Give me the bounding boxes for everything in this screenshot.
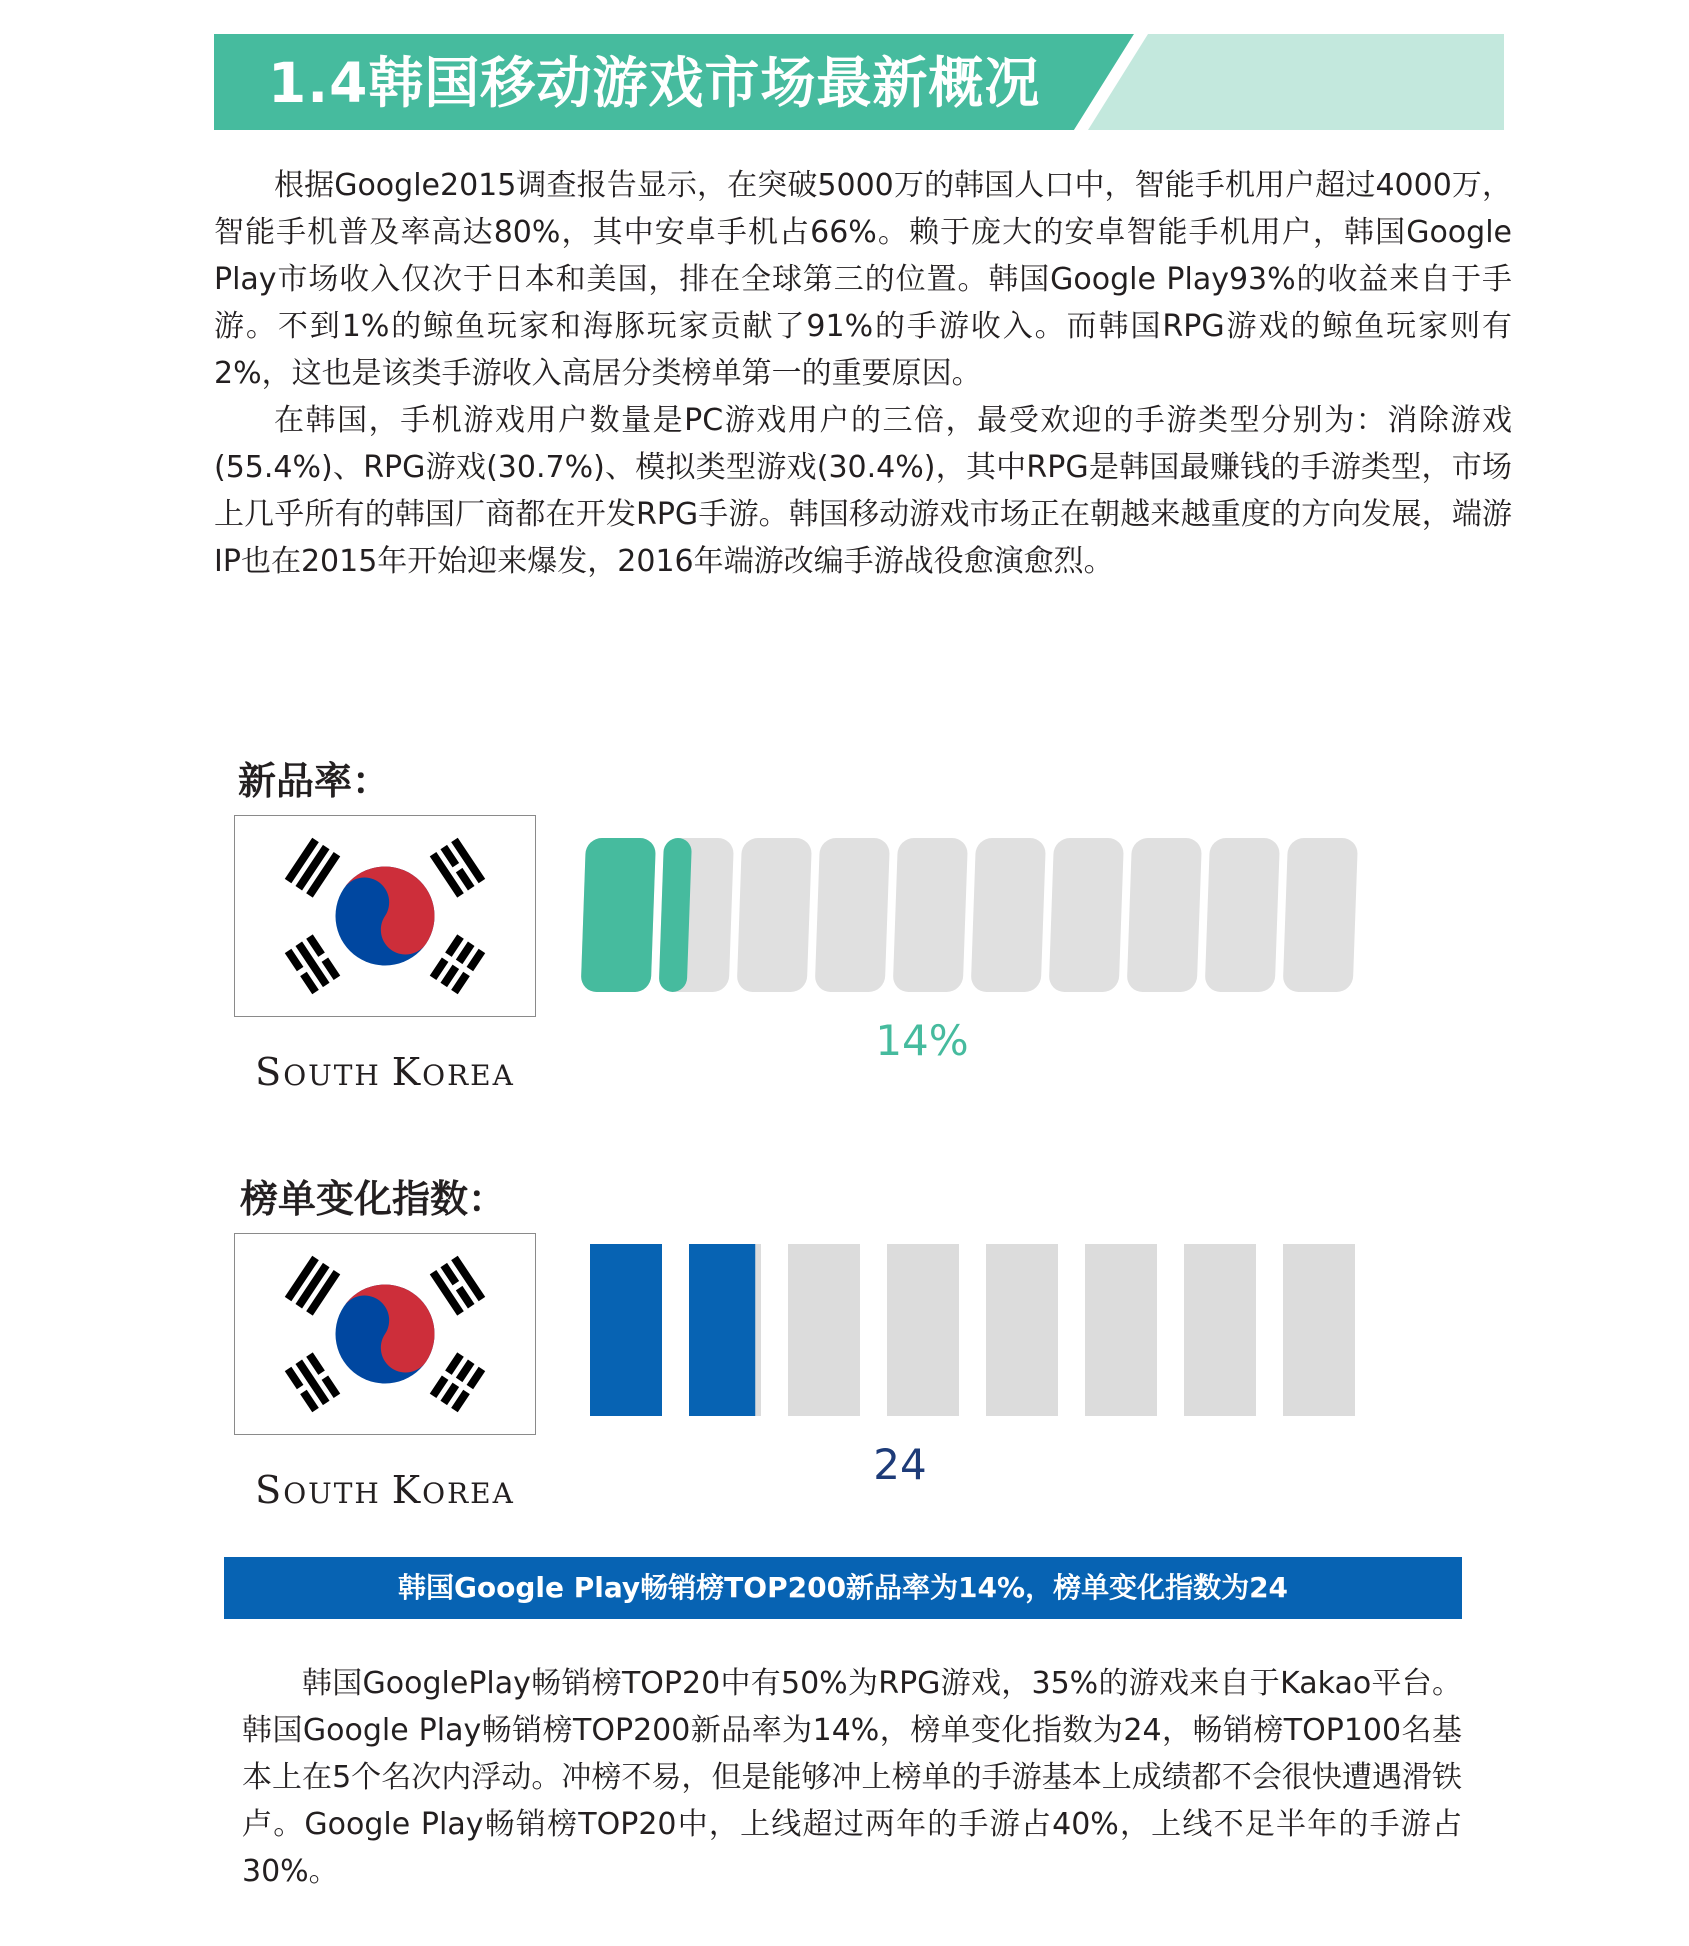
south-korea-flag-icon [234,1233,536,1435]
meter-fill [590,1244,662,1416]
intro-paragraph-1: 根据Google2015调查报告显示，在突破5000万的韩国人口中，智能手机用户超过4000万，智能手机普及率高达80%，其中安卓手机占66%。赖于庞大的安卓智能手机用户，韩国Google Play市场收入仅次于日本和美国，排在全球第三的位置。韩国Google Play93%的收益来自于手游。不到1%的鲸鱼玩家和海豚玩家贡献了91%的手游收入。而韩国RPG游戏的鲸鱼玩家则有2%，这也是该类手游收入高居分类榜单第一的重要原因。 [214,168,1512,391]
section-title: 1.4韩国移动游戏市场最新概况 [268,51,1041,115]
meter-segment [986,1244,1058,1416]
new-product-rate-meter [580,838,1370,993]
meter-segment [659,838,734,992]
chart-change-index-value: 24 [873,1440,927,1489]
meter-segment [887,1244,959,1416]
meter-segment [1049,838,1124,992]
meter-segment [581,838,656,992]
meter-fill [659,838,692,992]
country-label: SOUTH KOREA [255,1468,515,1512]
meter-fill [689,1244,755,1416]
meter-segment [590,1244,662,1416]
meter-fill [581,838,656,992]
new-product-rate-label: 新品率： [238,759,391,803]
chart-change-index-label: 榜单变化指数： [240,1177,507,1221]
meter-segment [689,1244,761,1416]
meter-segment [788,1244,860,1416]
meter-segment [1283,838,1358,992]
meter-segment [737,838,812,992]
banner-light-band [1078,34,1504,130]
summary-callout: 韩国Google Play畅销榜TOP200新品率为14%，榜单变化指数为24 [224,1557,1462,1619]
meter-segment [1184,1244,1256,1416]
meter-segment [815,838,890,992]
meter-segment [1283,1244,1355,1416]
new-product-rate-value: 14% [875,1016,969,1065]
outro-paragraph-1: 韩国GooglePlay畅销榜TOP20中有50%为RPG游戏，35%的游戏来自于Kakao平台。韩国Google Play畅销榜TOP200新品率为14%，榜单变化指数为24，畅销榜TOP100名基本上在5个名次内浮动。冲榜不易，但是能够冲上榜单的手游基本上成绩都不会很快遭遇滑铁卢。Google Play畅销榜TOP20中，上线超过两年的手游占40%，上线不足半年的手游占30%。 [242,1666,1462,1889]
meter-segment [1127,838,1202,992]
intro-text [214,162,1512,585]
chart-change-index-meter [590,1244,1360,1418]
meter-segment [893,838,968,992]
meter-segment [1205,838,1280,992]
country-label: SOUTH KOREA [255,1050,515,1094]
outro-text [242,1660,1462,1895]
meter-segment [1085,1244,1157,1416]
south-korea-flag-icon [234,815,536,1017]
meter-segment [971,838,1046,992]
intro-paragraph-2: 在韩国，手机游戏用户数量是PC游戏用户的三倍，最受欢迎的手游类型分别为：消除游戏(55.4%)、RPG游戏(30.7%)、模拟类型游戏(30.4%)，其中RPG是韩国最赚钱的手游类型，市场上几乎所有的韩国厂商都在开发RPG手游。韩国移动游戏市场正在朝越来越重度的方向发展，端游IP也在2015年开始迎来爆发，2016年端游改编手游战役愈演愈烈。 [214,403,1512,579]
